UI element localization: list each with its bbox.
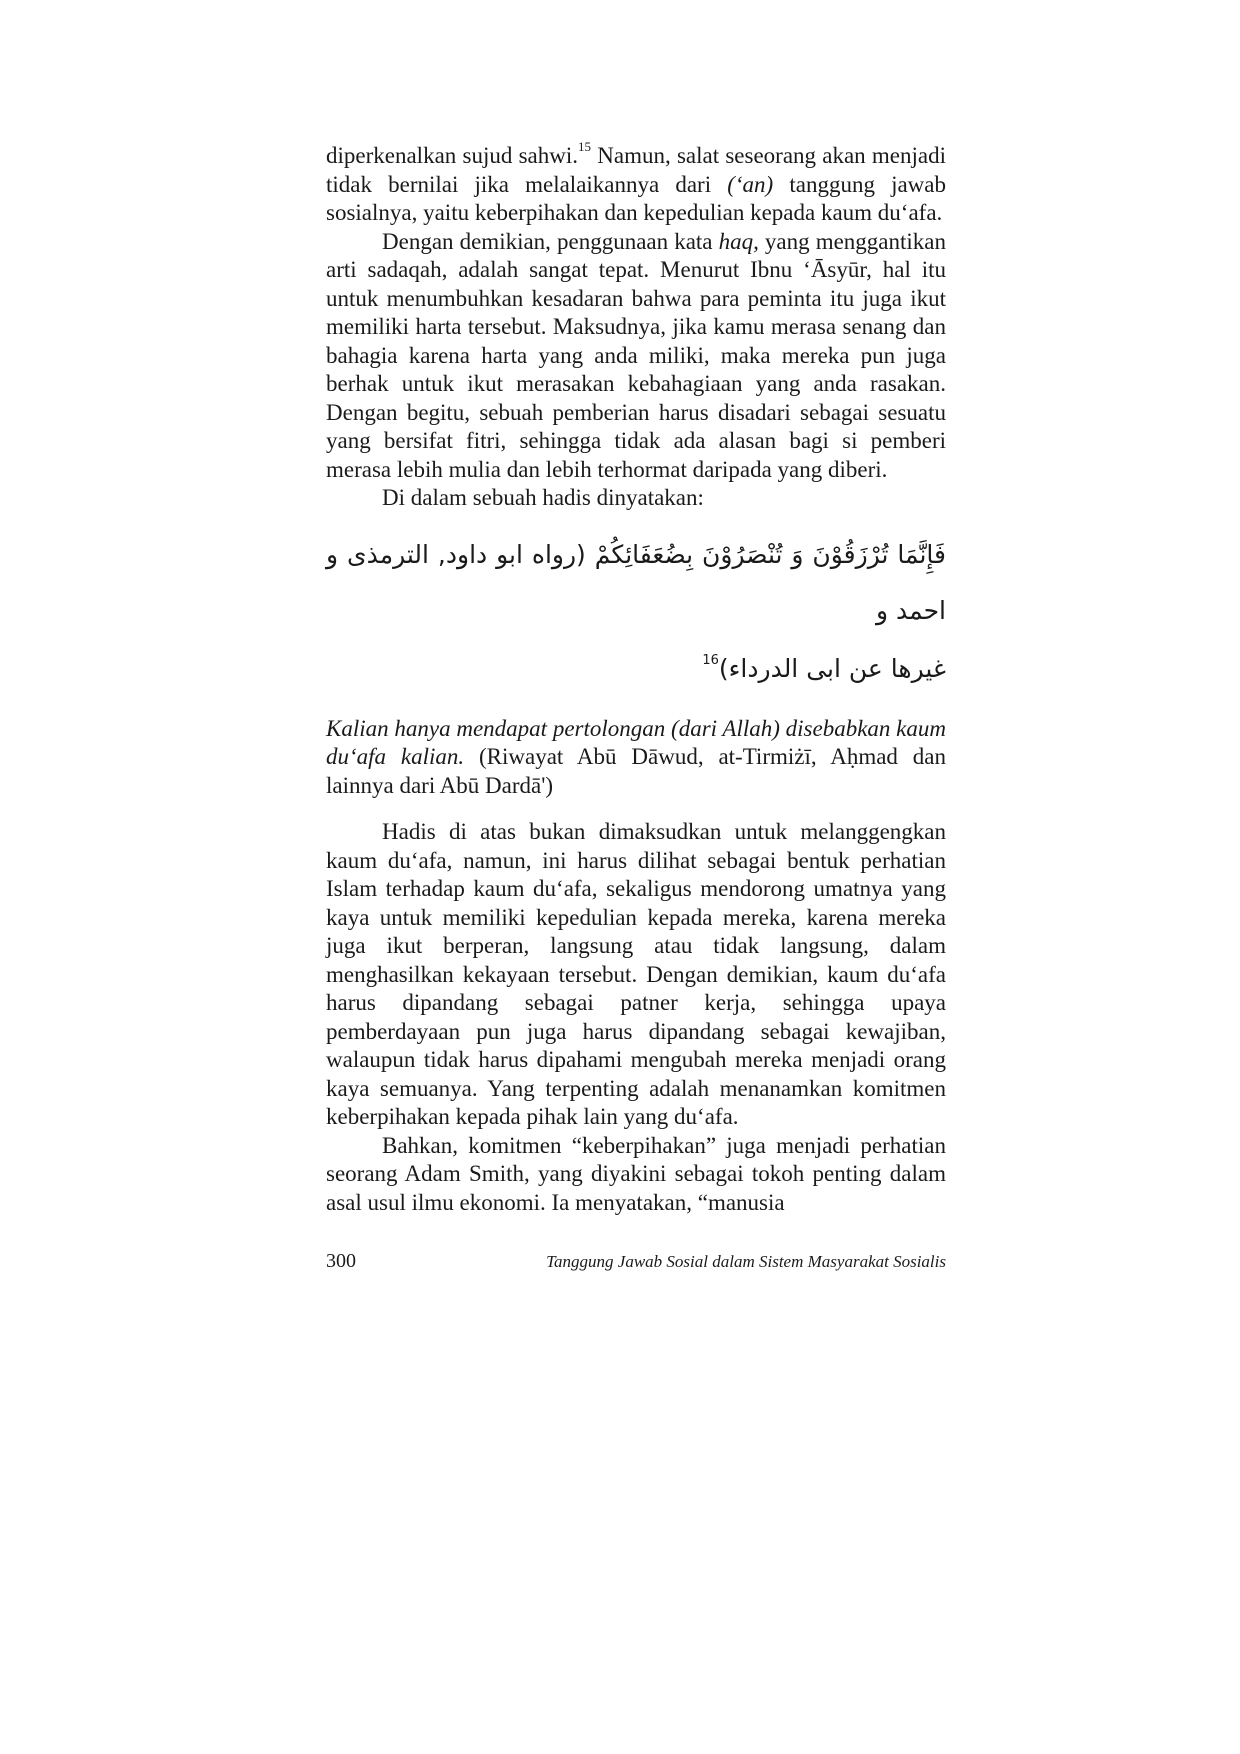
hadith-translation-italic: Kalian hanya mendapat pertolongan (dari Allah) disebabkan kaum du‘afa kalian. [326,715,946,769]
paragraph-2 [326,228,946,485]
footnote-ref-15: 15 [578,139,592,155]
paragraph-1-italic: (‘an) [727,171,774,197]
paragraph-3: Di dalam sebuah hadis dinyatakan: [382,485,704,510]
paragraph-5: Bahkan, komitmen “keberpihakan” juga menjadi perhatian seorang Adam Smith, yang diyakini sebagai tokoh penting dalam asal usul ilmu ekonomi. Ia menyatakan, “manusia [326,1132,946,1215]
footnote-ref-16: 16 [702,653,719,669]
hadith-translation [326,715,946,801]
paragraph-1-text-a: diperkenalkan sujud sahwi. [326,143,579,168]
hadith-translation-source: (Riwayat Abū Dāwud, at-Tirmiżī, Aḥmad dan lainnya dari Abū Dardā') [326,744,946,798]
paragraph-1 [326,139,947,228]
running-title: Tanggung Jawab Sosial dalam Sistem Masyarakat Sosialis [546,1252,946,1271]
paragraph-2-text-b: yang menggantikan arti sadaqah, adalah sangat tepat. Menurut Ibnu ‘Āsyūr, hal itu untuk menumbuhkan kesadaran bahwa para peminta itu juga ikut memiliki harta tersebut. Maksudnya, jika kamu merasa senang dan bahagia karena harta yang anda miliki, maka mereka pun juga berhak untuk ikut merasakan kebahagiaan yang anda rasakan. Dengan begitu, sebuah pemberian harus disadari sebagai sesuatu yang bersifat fitri, sehingga tidak ada alasan bagi si pemberi merasa lebih mulia dan lebih terhormat daripada yang diberi. [326,228,946,482]
hadith-arabic-line-1: فَإِنَّمَا تُرْزَقُوْنَ وَ تُنْصَرُوْنَ بِضُعَفَائِكُمْ (رواه ابو داود, الترمذى و احمد و [326,539,946,625]
page-footer [326,1250,946,1280]
hadith-arabic-line-2 [326,649,946,689]
page-body [326,139,947,1217]
page-number: 300 [326,1250,356,1272]
paragraph-1-text-b: Namun, salat seseorang akan menjadi tidak bernilai jika melalaikannya dari [326,143,947,197]
paragraph-2-text-a: Dengan demikian, penggunaan kata [382,228,719,254]
paragraph-2-italic: haq, [718,228,759,254]
hadith-arabic-text: غيرها عن ابى الدرداء) [718,653,946,683]
paragraph-4: Hadis di atas bukan dimaksudkan untuk melanggengkan kaum du‘afa, namun, ini harus dilihat sebagai bentuk perhatian Islam terhadap kaum du‘afa, sekaligus mendorong umatnya yang kaya untuk memiliki kepedulian kepada mereka, karena mereka juga ikut berperan, langsung atau tidak langsung, dalam menghasilkan kekayaan tersebut. Dengan demikian, kaum du‘afa harus dipandang sebagai patner kerja, sehingga upaya pemberdayaan pun juga harus dipandang sebagai kewajiban, walaupun tidak harus dipahami mengubah mereka menjadi orang kaya semuanya. Yang terpenting adalah menanamkan komitmen keberpihakan kepada pihak lain yang du‘afa. [326,819,946,1129]
paragraph-1-text-c: tanggung jawab sosialnya, yaitu keberpihakan dan kepedulian kepada kaum du‘afa. [326,171,946,225]
